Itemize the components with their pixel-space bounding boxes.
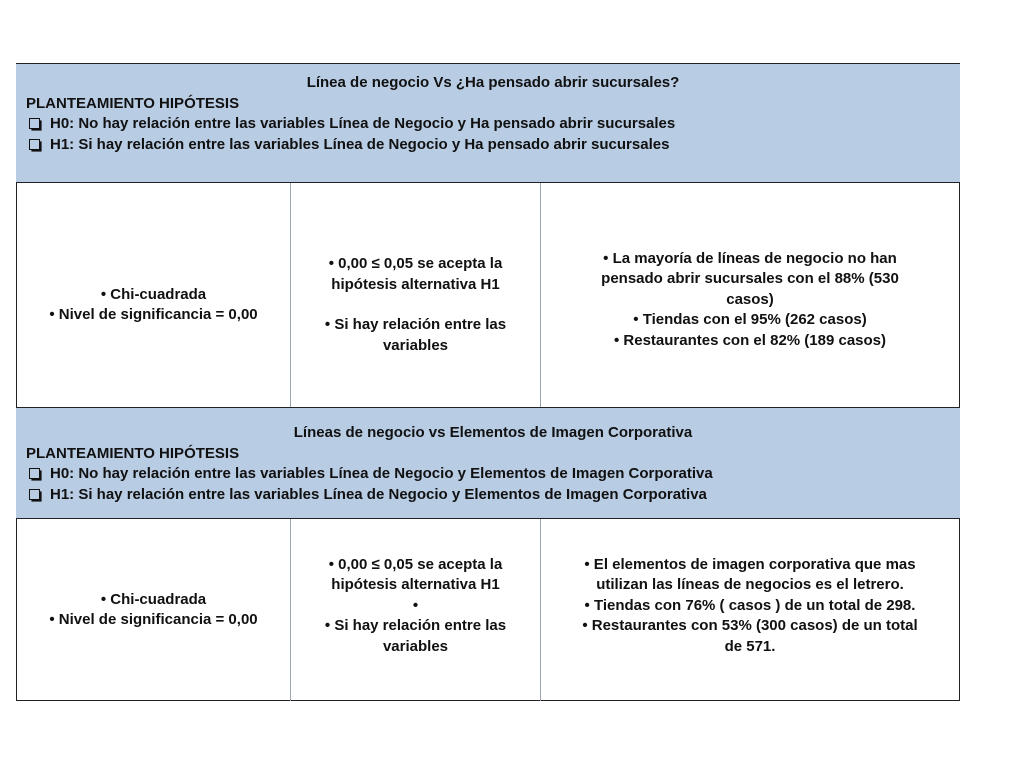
block1-heading: PLANTEAMIENTO HIPÓTESIS <box>26 94 240 112</box>
block2-heading: PLANTEAMIENTO HIPÓTESIS <box>26 444 240 462</box>
header-block-2 <box>16 407 960 519</box>
block2-decision-b1: • Si hay relación entre las <box>324 617 507 635</box>
block2-results-cell <box>541 519 959 701</box>
block2-result-l4: • Restaurantes con 53% (300 casos) de un total <box>582 617 918 635</box>
block2-h1-text: H1: Si hay relación entre las variables Línea de Negocio y Elementos de Imagen Corporativa <box>50 485 707 503</box>
block2-test-line-1: • Chi-cuadrada <box>100 590 207 608</box>
block1-result-l1: • La mayoría de líneas de negocio no han <box>603 249 897 267</box>
block1-h1 <box>26 135 960 156</box>
block2-decision-b2: variables <box>382 637 449 655</box>
block1-result-l3: casos) <box>726 290 774 308</box>
block1-h0-text: H0: No hay relación entre las variables Línea de Negocio y Ha pensado abrir sucursales <box>50 115 676 132</box>
block2-test-cell <box>17 519 290 701</box>
block1-decision-b2: variables <box>382 336 449 354</box>
block1-result-l2: pensado abrir sucursales con el 88% (530 <box>601 270 899 288</box>
block1-h1-text: H1: Si hay relación entre las variables Línea de Negocio y Ha pensado abrir sucursales <box>50 135 670 153</box>
block2-decision-cell <box>291 519 540 701</box>
block2-h0 <box>26 464 960 485</box>
block1-result-l5: • Restaurantes con el 82% (189 casos) <box>613 331 887 349</box>
block1-title: Línea de negocio Vs ¿Ha pensado abrir sucursales? <box>306 74 680 91</box>
block1-decision-a2: hipótesis alternativa H1 <box>331 275 500 293</box>
block1-test-line-2: • Nivel de significancia = 0,00 <box>49 306 258 323</box>
block2-test-line-2: • Nivel de significancia = 0,00 <box>49 611 258 628</box>
header-block-1 <box>16 63 960 183</box>
block2-result-l5: de 571. <box>724 637 776 655</box>
block2-decision-a2: hipótesis alternativa H1 <box>331 576 500 594</box>
checkbox-bullet-icon <box>29 139 40 150</box>
block1-h0 <box>26 114 960 135</box>
block1-test-cell <box>17 183 290 407</box>
block1-decision-cell <box>291 183 540 407</box>
block2-title: Líneas de negocio vs Elementos de Imagen Corporativa <box>293 424 693 441</box>
checkbox-bullet-icon <box>29 468 40 479</box>
block1-results-cell <box>541 183 959 407</box>
spacer <box>291 295 540 315</box>
block2-result-l1: • El elementos de imagen corporativa que mas <box>584 555 916 573</box>
block2-decision-a3: • <box>412 596 419 614</box>
block1-test-line-1: • Chi-cuadrada <box>100 285 207 303</box>
block2-result-l2: utilizan las líneas de negocios es el letrero. <box>596 576 904 594</box>
block2-h0-text: H0: No hay relación entre las variables Línea de Negocio y Elementos de Imagen Corporativa <box>50 465 713 482</box>
block2-h1 <box>26 485 960 506</box>
block1-decision-a1: • 0,00 ≤ 0,05 se acepta la <box>328 255 503 272</box>
block1-decision-b1: • Si hay relación entre las <box>324 316 507 333</box>
checkbox-bullet-icon <box>29 118 40 129</box>
checkbox-bullet-icon <box>29 489 40 500</box>
block2-result-l3: • Tiendas con 76% ( casos ) de un total de 298. <box>584 596 916 614</box>
block2-decision-a1: • 0,00 ≤ 0,05 se acepta la <box>328 555 503 573</box>
block1-result-l4: • Tiendas con el 95% (262 casos) <box>633 311 867 329</box>
